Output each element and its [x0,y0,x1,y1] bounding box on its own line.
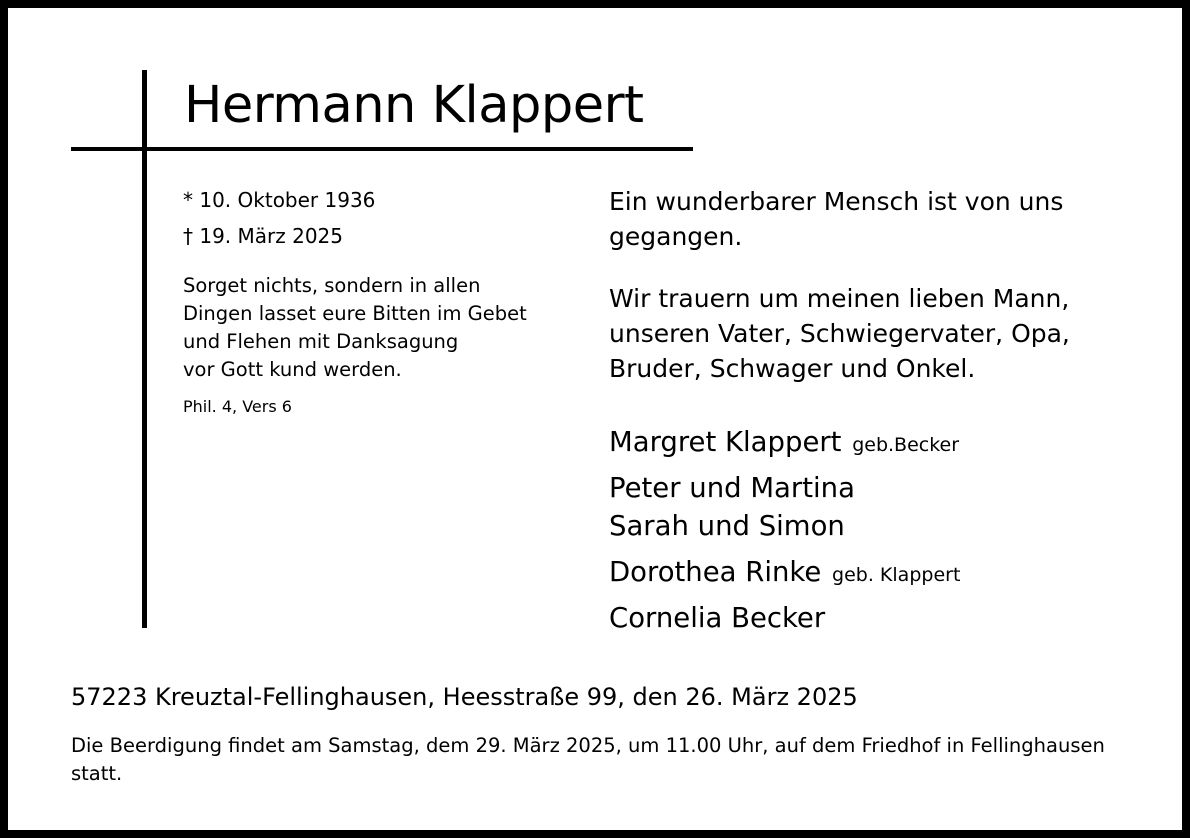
mourner-name: Cornelia Becker [609,602,826,634]
cross-horizontal-bar [71,147,693,151]
mourner-5 [609,602,825,634]
message-mourning: Wir trauern um meinen lieben Mann, unseren Vater, Schwiegervater, Opa, Bruder, Schwager und Onkel. [609,284,1070,383]
funeral-notice: Die Beerdigung findet am Samstag, dem 29. März 2025, um 11.00 Uhr, auf dem Friedhof in Fellinghausen statt. [71,734,1105,785]
mourner-2 [609,472,855,504]
mourner-maiden-name: geb. Klappert [832,564,961,586]
mourner-4 [609,556,960,588]
cross-vertical-bar [142,70,147,628]
mourner-1 [609,426,959,458]
mourner-name: Dorothea Rinke [609,556,822,588]
mourner-name: Sarah und Simon [609,510,845,542]
address-line: 57223 Kreuztal-Fellinghausen, Heesstraße 99, den 26. März 2025 [71,683,858,711]
death-date: † 19. März 2025 [183,224,344,248]
mourner-maiden-name: geb.Becker [852,434,960,456]
verse-reference: Phil. 4, Vers 6 [183,397,292,416]
mourner-name: Peter und Martina [609,472,855,504]
message-intro: Ein wunderbarer Mensch ist von uns gegangen. [609,187,1064,251]
bible-verse: Sorget nichts, sondern in allen Dingen lasset eure Bitten im Gebet und Flehen mit Danksagung vor Gott kund werden. [183,274,527,381]
mourner-name: Margret Klappert [609,426,842,458]
mourner-3 [609,510,845,542]
birth-date: * 10. Oktober 1936 [183,188,376,212]
deceased-name: Hermann Klappert [184,76,644,135]
